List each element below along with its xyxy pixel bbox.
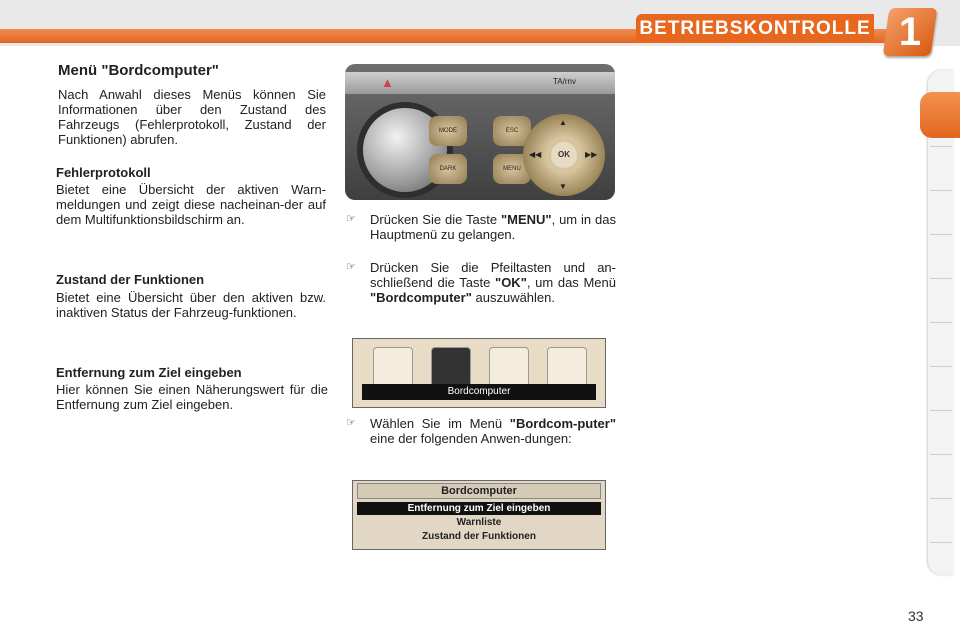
tab-divider [930, 278, 952, 279]
arrow-keypad [523, 114, 605, 196]
text-fehlerprotokoll: Bietet eine Übersicht der aktiven Warn-meldungen und zeigt diese nacheinan-der auf dem Multifunktionsbildschirm an. [56, 182, 326, 227]
arrow-left-icon: ◀◀ [529, 150, 542, 159]
step-1-text: Drücken Sie die Taste "MENU", um in das Hauptmenü zu gelangen. [370, 212, 616, 242]
tab-divider [930, 234, 952, 235]
main-menu-screenshot [352, 338, 606, 408]
step-3 [346, 416, 618, 464]
step-2-text: Drücken Sie die Pfeiltasten und an-schließend die Taste "OK", um das Menü "Bordcomputer" auszuwählen. [370, 260, 616, 305]
tab-divider [930, 366, 952, 367]
menu-button: MENU [493, 154, 531, 184]
tab-divider [930, 410, 952, 411]
arrow-down-icon: ▼ [559, 182, 567, 191]
step-1 [346, 212, 618, 244]
menu-item: Zustand der Funktionen [422, 531, 536, 542]
arrow-right-icon: ▶▶ [585, 150, 598, 159]
hand-pointer-icon: ☞ [346, 417, 356, 429]
arrow-up-icon: ▲ [559, 118, 567, 127]
menu-item-selected: Entfernung zum Ziel eingeben [357, 502, 601, 515]
ok-button: OK [551, 142, 577, 168]
bordcomputer-menu-title: Bordcomputer [357, 483, 601, 499]
section-title: Menü "Bordcomputer" [58, 62, 219, 79]
bordcomputer-menu-screenshot [352, 480, 606, 550]
chapter-tab-strip [928, 70, 954, 575]
step-2 [346, 260, 618, 308]
tab-divider [930, 498, 952, 499]
ta-button-label: TA/rnv [553, 77, 576, 86]
text-zustand: Bietet eine Übersicht über den aktiven bzw. inaktiven Status der Fahrzeug-funktionen. [56, 290, 326, 320]
tab-divider [930, 542, 952, 543]
tab-divider [930, 454, 952, 455]
trip-computer-icon [431, 347, 471, 387]
adjust-icon [489, 347, 529, 387]
tab-divider [930, 190, 952, 191]
page-number: 33 [908, 608, 924, 624]
hazard-icon: ▲ [381, 75, 394, 90]
esc-button: ESC [493, 116, 531, 146]
tab-divider [930, 322, 952, 323]
text-entfernung: Hier können Sie einen Näherungswert für die Entfernung zum Ziel eingeben. [56, 382, 328, 412]
subheading-entfernung: Entfernung zum Ziel eingeben [56, 365, 242, 380]
menu-item: Warnliste [456, 517, 502, 528]
hand-pointer-icon: ☞ [346, 261, 356, 273]
header-title: BETRIEBSKONTROLLE [639, 18, 871, 39]
subheading-zustand: Zustand der Funktionen [56, 272, 205, 287]
mode-button: MODE [429, 116, 467, 146]
hand-pointer-icon: ☞ [346, 213, 356, 225]
radio-console-image [345, 64, 615, 200]
settings-icon [373, 347, 413, 387]
dark-button: DARK [429, 154, 467, 184]
phone-icon [547, 347, 587, 387]
chapter-tab-active[interactable] [920, 92, 960, 138]
selected-menu-label: Bordcomputer [362, 384, 596, 400]
subheading-fehlerprotokoll: Fehlerprotokoll [56, 165, 151, 180]
tab-divider [930, 146, 952, 147]
intro-text: Nach Anwahl dieses Menüs können Sie Informationen über den Zustand des Fahrzeugs (Fehlerprotokoll, Zustand der Funktionen) abrufen. [58, 87, 326, 147]
chapter-number: 1 [898, 10, 922, 54]
step-3-text: Wählen Sie im Menü "Bordcom-puter" eine der folgenden Anwen-dungen: [370, 416, 616, 446]
console-top-strip [345, 72, 615, 94]
